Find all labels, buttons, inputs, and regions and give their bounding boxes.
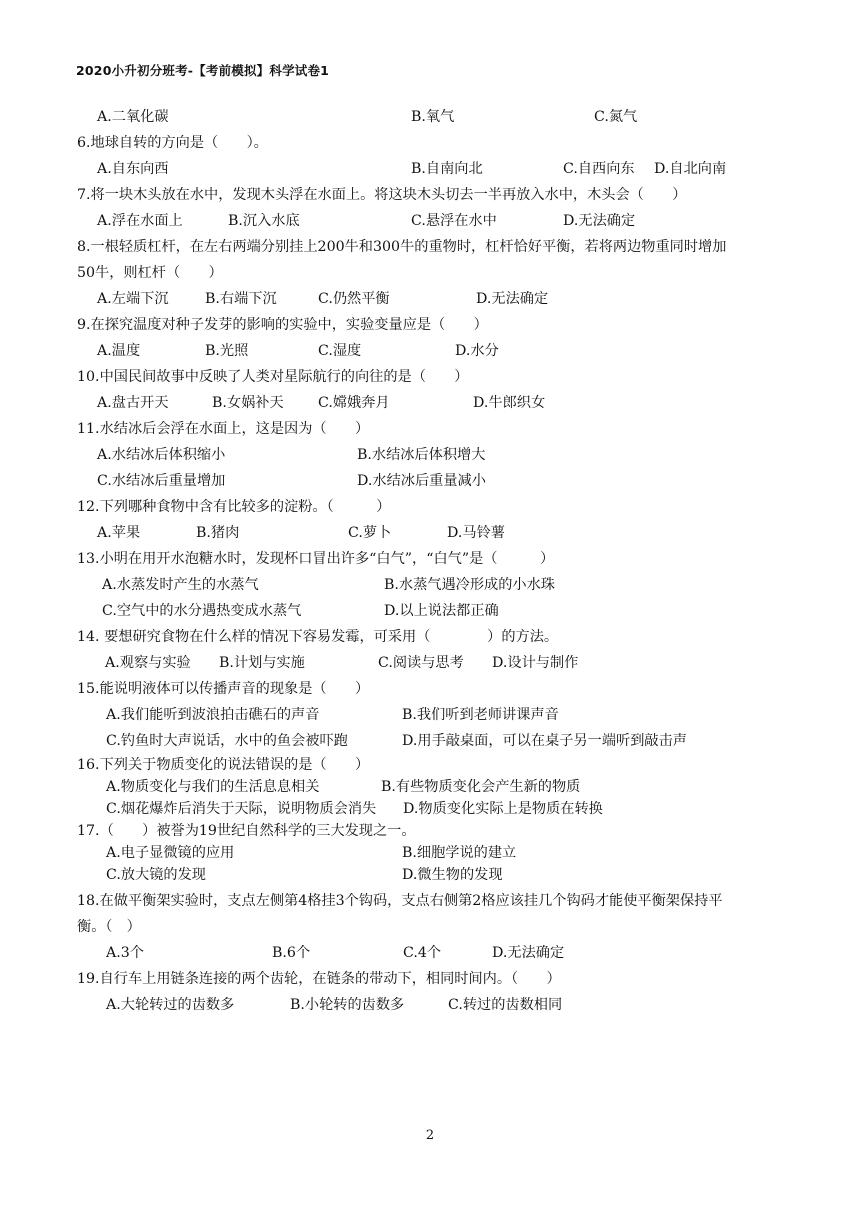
q12-option-c: C.萝卜 <box>348 525 392 541</box>
q15-option-a: A.我们能听到波浪拍击礁石的声音 <box>106 707 320 723</box>
q15-option-c: C.钓鱼时大声说话，水中的鱼会被吓跑 <box>106 733 348 749</box>
q8-stem: 8.一根轻质杠杆，在左右两端分别挂上200牛和300牛的重物时，杠杆恰好平衡，若将两边物重同时增加 <box>77 239 727 255</box>
q10-option-b: B.女娲补天 <box>212 395 284 411</box>
q7-option-c: C.悬浮在水中 <box>411 213 497 229</box>
q16-option-c: C.烟花爆炸后消失于天际，说明物质会消失 <box>106 801 377 817</box>
q13-stem: 13.小明在用开水泡糖水时，发现杯口冒出许多“白气”，“白气”是（ ） <box>77 551 555 567</box>
q17-option-d: D.微生物的发现 <box>402 867 503 883</box>
q9-option-a: A.温度 <box>97 343 141 359</box>
q6-option-b: B.自南向北 <box>411 161 483 177</box>
q13-option-c: C.空气中的水分遇热变成水蒸气 <box>102 603 302 619</box>
q5-option-c: C.氮气 <box>594 109 638 125</box>
q17-option-b: B.细胞学说的建立 <box>402 845 517 861</box>
q6-stem: 6.地球自转的方向是（ ）。 <box>77 135 268 151</box>
q9-option-b: B.光照 <box>205 343 249 359</box>
q16-stem: 16.下列关于物质变化的说法错误的是（ ） <box>77 757 370 773</box>
q14-option-c: C.阅读与思考 <box>378 655 464 671</box>
q18-option-d: D.无法确定 <box>492 945 565 961</box>
q5-option-a: A.二氧化碳 <box>97 109 169 125</box>
q9-stem: 9.在探究温度对种子发芽的影响的实验中，实验变量应是（ ） <box>77 317 488 333</box>
q15-option-d: D.用手敲桌面，可以在桌子另一端听到敲击声 <box>402 733 687 749</box>
q6-option-d: D.自北向南 <box>654 161 727 177</box>
q11-option-a: A.水结冰后体积缩小 <box>97 447 226 463</box>
exam-header: 2020小升初分班考-【考前模拟】科学试卷1 <box>76 63 330 78</box>
q7-option-d: D.无法确定 <box>563 213 636 229</box>
q16-option-b: B.有些物质变化会产生新的物质 <box>381 779 581 795</box>
q14-stem: 14. 要想研究食物在什么样的情况下容易发霉，可采用（ ）的方法。 <box>77 629 559 645</box>
q12-option-d: D.马铃薯 <box>447 525 505 541</box>
q5-option-b: B.氧气 <box>411 109 455 125</box>
q8-option-a: A.左端下沉 <box>97 291 169 307</box>
q17-stem: 17.（ ）被誉为19世纪自然科学的三大发现之一。 <box>77 823 416 839</box>
q14-option-d: D.设计与制作 <box>492 655 579 671</box>
q15-option-b: B.我们听到老师讲课声音 <box>402 707 559 723</box>
q11-option-d: D.水结冰后重量减小 <box>357 473 486 489</box>
q6-option-c: C.自西向东 <box>563 161 635 177</box>
q8-option-d: D.无法确定 <box>476 291 549 307</box>
q8-stem-cont: 50牛，则杠杆（ ） <box>77 265 223 281</box>
q15-stem: 15.能说明液体可以传播声音的现象是（ ） <box>77 681 370 697</box>
q13-option-a: A.水蒸发时产生的水蒸气 <box>102 577 259 593</box>
q19-stem: 19.自行车上用链条连接的两个齿轮，在链条的带动下，相同时间内。（ ） <box>77 971 561 987</box>
q14-option-a: A.观察与实验 <box>105 655 191 671</box>
q12-option-a: A.苹果 <box>97 525 141 541</box>
q18-option-c: C.4个 <box>403 945 442 961</box>
q10-option-d: D.牛郎织女 <box>473 395 546 411</box>
q18-stem: 18.在做平衡架实验时，支点左侧第4格挂3个钩码，支点右侧第2格应该挂几个钩码才能使平衡架保持平 <box>77 893 723 909</box>
q6-option-a: A.自东向西 <box>97 161 169 177</box>
q11-option-c: C.水结冰后重量增加 <box>97 473 226 489</box>
q13-option-b: B.水蒸气遇冷形成的小水珠 <box>384 577 555 593</box>
q17-option-c: C.放大镜的发现 <box>106 867 206 883</box>
q7-option-b: B.沉入水底 <box>228 213 300 229</box>
q18-option-a: A.3个 <box>106 945 144 961</box>
q16-option-a: A.物质变化与我们的生活息息相关 <box>106 779 320 795</box>
q7-option-a: A.浮在水面上 <box>97 213 183 229</box>
q9-option-c: C.湿度 <box>318 343 362 359</box>
q11-stem: 11.水结冰后会浮在水面上，这是因为（ ） <box>77 421 370 437</box>
q14-option-b: B.计划与实施 <box>219 655 305 671</box>
q13-option-d: D.以上说法都正确 <box>384 603 499 619</box>
q19-option-a: A.大轮转过的齿数多 <box>106 997 235 1013</box>
q10-option-c: C.嫦娥奔月 <box>318 395 390 411</box>
q18-stem-cont: 衡。（ ） <box>77 919 141 935</box>
q9-option-d: D.水分 <box>455 343 499 359</box>
page-number: 2 <box>425 1128 435 1143</box>
q11-option-b: B.水结冰后体积增大 <box>357 447 486 463</box>
q12-stem: 12.下列哪种食物中含有比较多的淀粉。（ ） <box>77 499 391 515</box>
q19-option-c: C.转过的齿数相同 <box>448 997 563 1013</box>
q17-option-a: A.电子显微镜的应用 <box>106 845 235 861</box>
q8-option-c: C.仍然平衡 <box>318 291 390 307</box>
q19-option-b: B.小轮转的齿数多 <box>290 997 405 1013</box>
q12-option-b: B.猪肉 <box>196 525 240 541</box>
q10-option-a: A.盘古开天 <box>97 395 169 411</box>
q7-stem: 7.将一块木头放在水中，发现木头浮在水面上。将这块木头切去一半再放入水中，木头会（ ） <box>77 187 687 203</box>
q18-option-b: B.6个 <box>272 945 311 961</box>
q8-option-b: B.右端下沉 <box>205 291 277 307</box>
q16-option-d: D.物质变化实际上是物质在转换 <box>403 801 603 817</box>
q10-stem: 10.中国民间故事中反映了人类对星际航行的向往的是（ ） <box>77 369 469 385</box>
